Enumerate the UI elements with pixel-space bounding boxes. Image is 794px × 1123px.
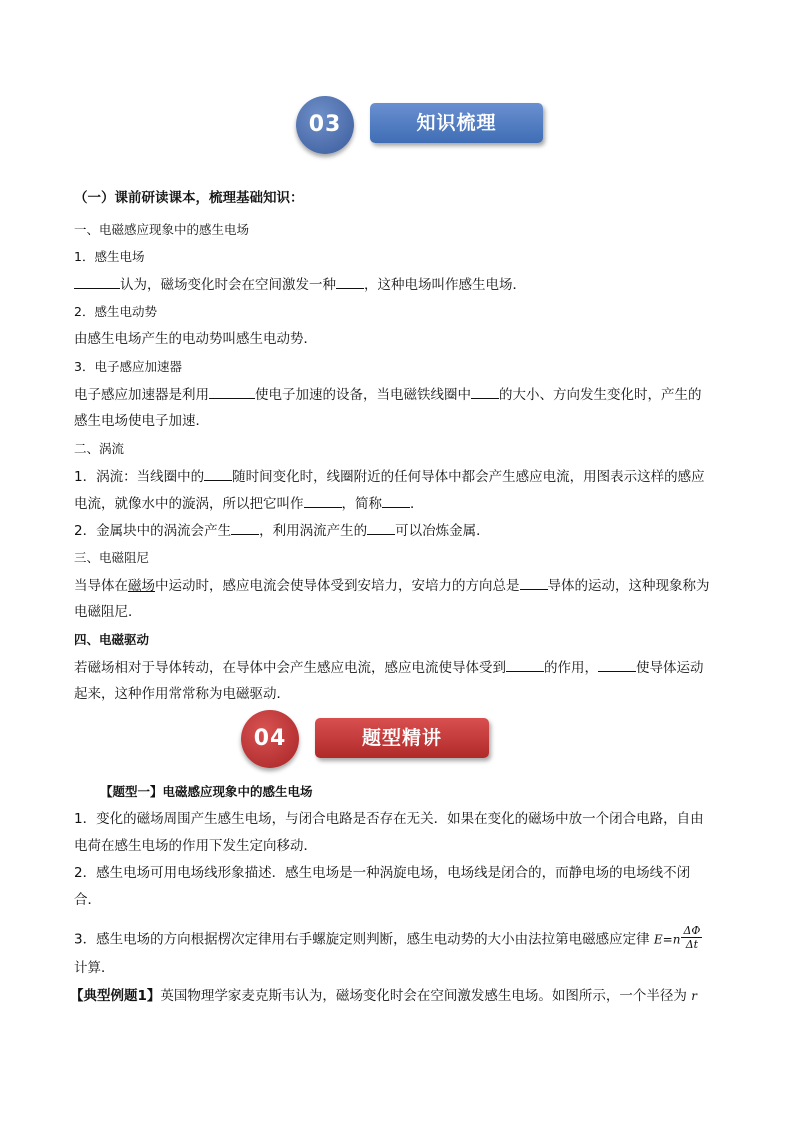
paragraph: 2．金属块中的涡流会产生 ，利用涡流产生的 可以冶炼金属． bbox=[74, 520, 490, 541]
blank[interactable] bbox=[471, 384, 499, 399]
example-tag: 【典型例题1】 bbox=[70, 988, 161, 1004]
paragraph: 1．涡流：当线圈中的 随时间变化时，线圈附近的任何导体中都会产生感应电流，用图表示这样的感应 bbox=[74, 466, 705, 487]
formula: E=n bbox=[653, 932, 681, 947]
item-title: 2．感生电动势 bbox=[74, 304, 157, 319]
paragraph: 3．感生电场的方向根据楞次定律用右手螺旋定则判断，感生电动势的大小由法拉第电磁感应定律 E=n $\frac{\Delta\Phi}{\Delta t}$ bbox=[74, 924, 701, 951]
paragraph: 计算． bbox=[74, 960, 115, 976]
paragraph: 电子感应加速器是利用 使电子加速的设备，当电磁铁线圈中 的大小、方向发生变化时，产生的 bbox=[74, 384, 702, 405]
blank[interactable] bbox=[304, 493, 342, 508]
blank[interactable] bbox=[382, 493, 410, 508]
paragraph: 起来，这种作用常常称为电磁驱动． bbox=[74, 686, 290, 702]
blank[interactable] bbox=[204, 466, 232, 481]
section-number-circle: 03 bbox=[296, 96, 354, 154]
example-line: 【典型例题1】英国物理学家麦克斯韦认为，磁场变化时会在空间激发感生电场。如图所示，一个半径为 r bbox=[70, 988, 697, 1004]
paragraph: 感生电场使电子加速． bbox=[74, 413, 209, 429]
heading-driving: 四、电磁驱动 bbox=[74, 632, 150, 647]
blank[interactable] bbox=[367, 520, 395, 535]
formula-fraction: $\frac{\Delta\Phi}{\Delta t}$ bbox=[683, 924, 701, 951]
paragraph: 由感生电场产生的电动势叫感生电动势． bbox=[74, 331, 317, 347]
section-number-circle: 04 bbox=[241, 710, 299, 768]
paragraph: 合． bbox=[74, 892, 101, 908]
blank[interactable] bbox=[209, 384, 255, 399]
blank[interactable] bbox=[336, 274, 364, 289]
paragraph: 电磁阻尼． bbox=[74, 604, 142, 620]
paragraph: 电荷在感生电场的作用下发生定向移动． bbox=[74, 838, 317, 854]
blank[interactable] bbox=[74, 274, 120, 289]
paragraph: 认为，磁场变化时会在空间激发一种 ，这种电场叫作感生电场． bbox=[74, 274, 526, 295]
item-title: 1．感生电场 bbox=[74, 249, 145, 264]
section-badge-03 bbox=[296, 96, 546, 160]
section-heading: （一）课前研读课本，梳理基础知识： bbox=[74, 190, 304, 206]
heading-damping: 三、电磁阻尼 bbox=[74, 550, 150, 565]
paragraph: 若磁场相对于导体转动，在导体中会产生感应电流，感应电流使导体受到 的作用， 使导体运动 bbox=[74, 657, 704, 678]
heading-eddy-current: 二、涡流 bbox=[74, 441, 125, 456]
paragraph: 电流，就像水中的漩涡，所以把它叫作 ，简称 ． bbox=[74, 493, 424, 514]
section-label-pill: 题型精讲 bbox=[315, 718, 489, 758]
item-title: 3．电子感应加速器 bbox=[74, 359, 182, 374]
heading-induced-field: 一、电磁感应现象中的感生电场 bbox=[74, 222, 250, 237]
paragraph: 1．变化的磁场周围产生感生电场，与闭合电路是否存在无关．如果在变化的磁场中放一个闭合电路，自由 bbox=[74, 811, 704, 827]
blank[interactable] bbox=[231, 520, 259, 535]
paragraph: 2．感生电场可用电场线形象描述．感生电场是一种涡旋电场，电场线是闭合的，而静电场的电场线不闭 bbox=[74, 865, 691, 881]
paragraph: 当导体在磁场中运动时，感应电流会使导体受到安培力，安培力的方向总是 导体的运动，这种现象称为 bbox=[74, 575, 710, 596]
section-label-pill: 知识梳理 bbox=[370, 103, 543, 143]
blank[interactable] bbox=[598, 657, 636, 672]
section-badge-04 bbox=[241, 710, 493, 774]
question-type-title: 【题型一】电磁感应现象中的感生电场 bbox=[100, 784, 313, 799]
blank[interactable] bbox=[520, 575, 548, 590]
blank[interactable] bbox=[506, 657, 544, 672]
